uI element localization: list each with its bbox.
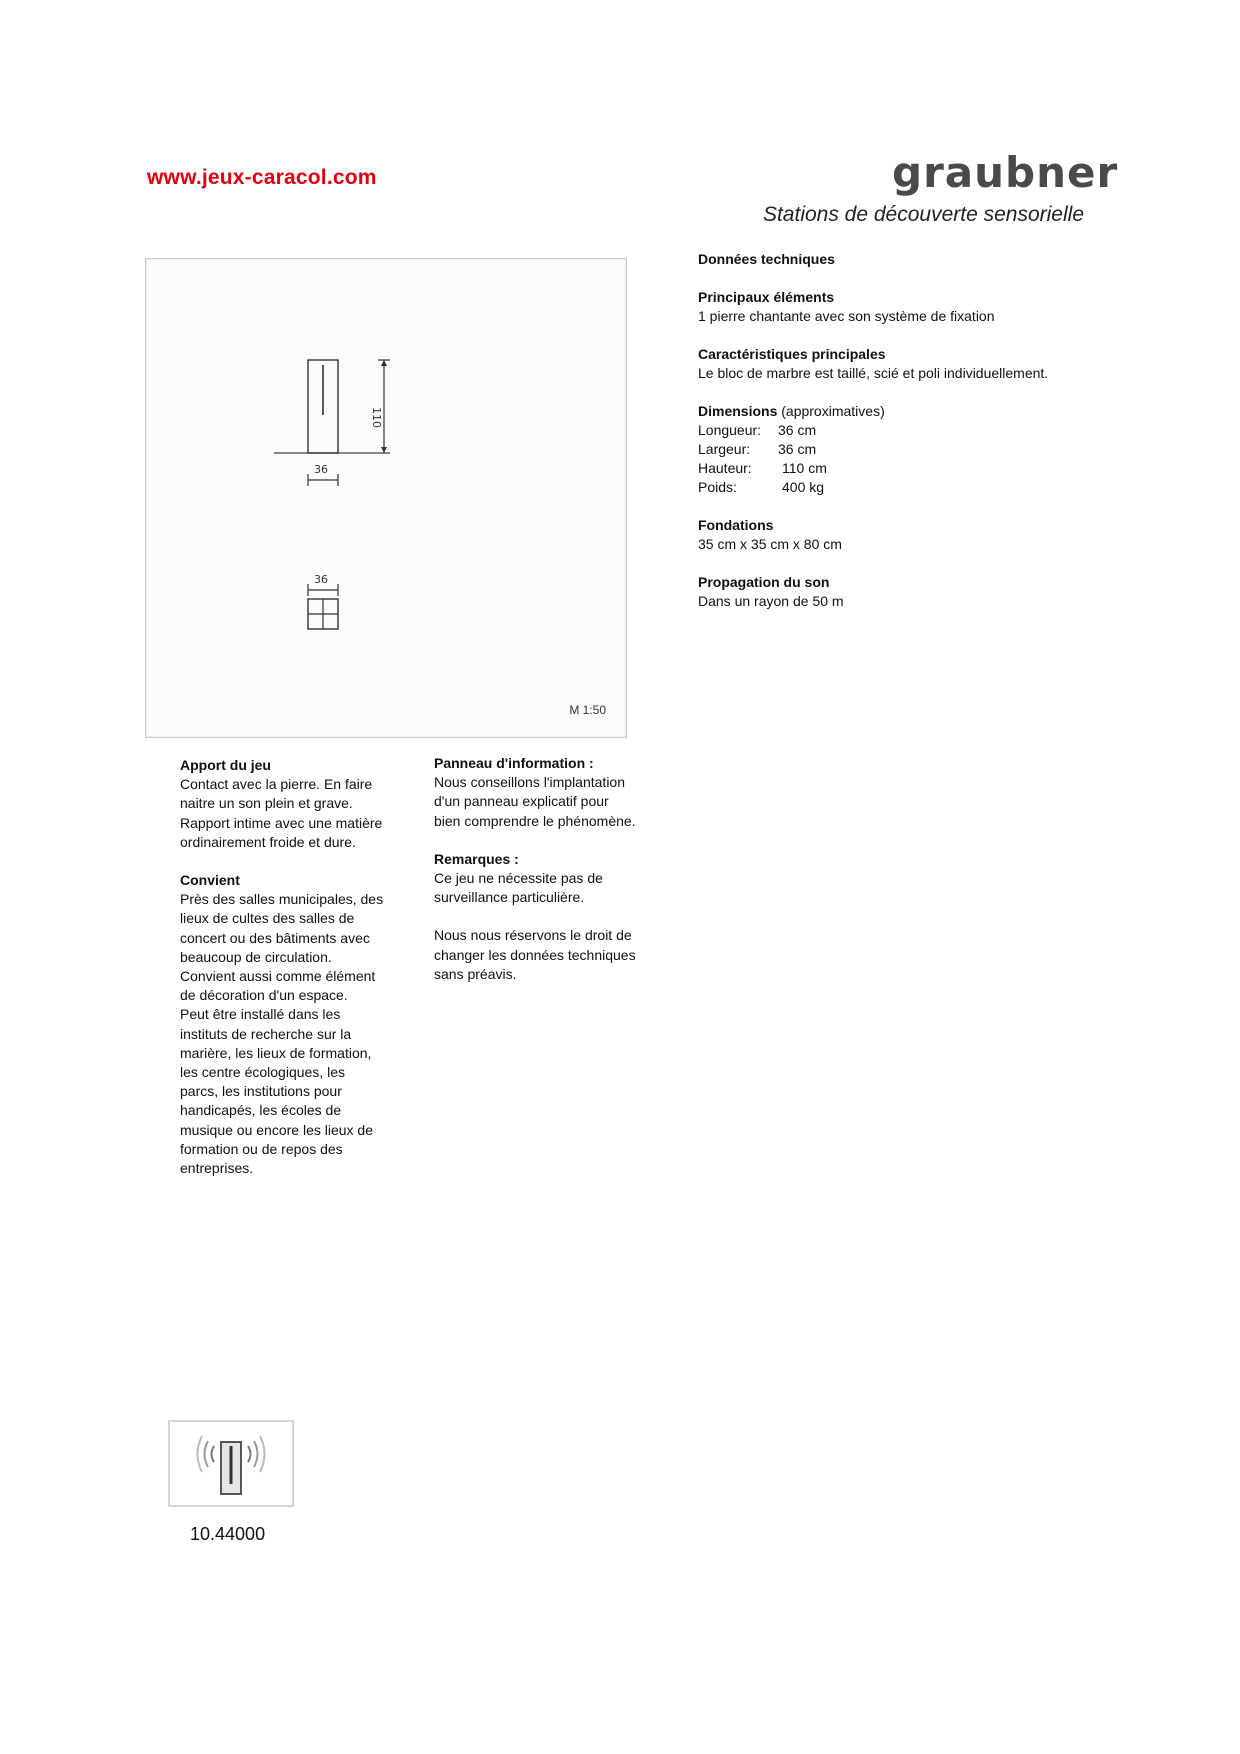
convient-line: Convient aussi comme élément [180, 968, 376, 985]
info-column [434, 754, 674, 984]
dimension-label: Largeur: [698, 441, 751, 457]
benefits-column [180, 756, 420, 1178]
scale-label: M 1:50 [569, 703, 606, 717]
remarks-line: Ce jeu ne nécessite pas de [434, 870, 603, 887]
drawing-svg [146, 259, 626, 737]
apport-line: ordinairement froide et dure. [180, 833, 356, 850]
width-label-side: 36 [314, 463, 328, 476]
convient-line: musique ou encore les lieux de [180, 1121, 374, 1138]
height-label: 110 [370, 407, 383, 428]
remarks-line: surveillance particulière. [434, 889, 585, 906]
dimension-row [698, 440, 1118, 459]
features-text: Le bloc de marbre est taillé, scié et poli individuellement. [698, 365, 1049, 381]
convient-line: instituts de recherche sur la [180, 1025, 352, 1042]
apport-title: Apport du jeu [180, 757, 271, 773]
reserve-line: changer les données techniques [434, 946, 636, 963]
features-title: Caractéristiques principales [698, 346, 886, 362]
dimension-row [698, 478, 1118, 497]
brand-logo: graubner [892, 148, 1119, 197]
panel-line: Nous conseillons l'implantation [434, 774, 625, 791]
foundation-text: 35 cm x 35 cm x 80 cm [698, 536, 842, 552]
dimensions-heading [698, 402, 1118, 421]
dimension-row [698, 421, 1118, 440]
dimensions-note: (approximatives) [781, 403, 885, 419]
page-tagline: Stations de découverte sensorielle [762, 203, 1084, 226]
convient-line: entreprises. [180, 1160, 254, 1177]
website-link[interactable]: www.jeux-caracol.com [147, 166, 377, 189]
dimension-value: 36 cm [778, 422, 817, 438]
convient-line: handicapés, les écoles de [180, 1102, 342, 1119]
technical-data [698, 250, 1118, 611]
convient-line: formation ou de repos des [180, 1140, 343, 1157]
product-pictogram [168, 1420, 294, 1507]
convient-line: beaucoup de circulation. [180, 948, 332, 965]
dimension-label: Poids: [698, 479, 737, 495]
dimension-label: Hauteur: [698, 460, 752, 476]
convient-line: Peut être installé dans les [180, 1006, 341, 1023]
width-label-top: 36 [314, 573, 328, 586]
dimension-row [698, 459, 1118, 478]
convient-line: les centre écologiques, les [180, 1064, 345, 1081]
apport-line: naitre un son plein et grave. [180, 795, 353, 812]
convient-line: Près des salles municipales, des [180, 891, 384, 908]
reserve-line: sans préavis. [434, 965, 517, 982]
convient-line: lieux de cultes des salles de [180, 910, 355, 927]
apport-line: Contact avec la pierre. En faire [180, 776, 373, 793]
reserve-line: Nous nous réservons le droit de [434, 927, 632, 944]
convient-line: parcs, les institutions pour [180, 1083, 342, 1100]
panel-line: bien comprendre le phénomène. [434, 812, 636, 829]
convient-line: de décoration d'un espace. [180, 987, 348, 1004]
convient-title: Convient [180, 872, 240, 889]
remarks-title: Remarques : [434, 850, 519, 867]
sound-title: Propagation du son [698, 574, 830, 590]
dimension-value: 36 cm [778, 441, 817, 457]
elements-text: 1 pierre chantante avec son système de fixation [698, 308, 995, 324]
convient-line: marière, les lieux de formation, [180, 1044, 372, 1061]
dimensions-title: Dimensions [698, 403, 778, 419]
sound-text: Dans un rayon de 50 m [698, 593, 844, 609]
tech-title: Données techniques [698, 251, 835, 267]
foundation-title: Fondations [698, 517, 774, 533]
dimension-value: 110 cm [782, 460, 827, 476]
dimension-value: 400 kg [782, 479, 825, 495]
singing-stone-icon [170, 1422, 292, 1505]
convient-line: concert ou des bâtiments avec [180, 929, 370, 946]
elements-title: Principaux éléments [698, 289, 835, 305]
product-code: 10.44000 [190, 1524, 266, 1544]
panel-line: d'un panneau explicatif pour [434, 793, 609, 810]
panel-title: Panneau d'information : [434, 755, 594, 771]
dimension-label: Longueur: [698, 422, 762, 438]
apport-line: Rapport intime avec une matière [180, 814, 383, 831]
technical-drawing [145, 258, 627, 738]
